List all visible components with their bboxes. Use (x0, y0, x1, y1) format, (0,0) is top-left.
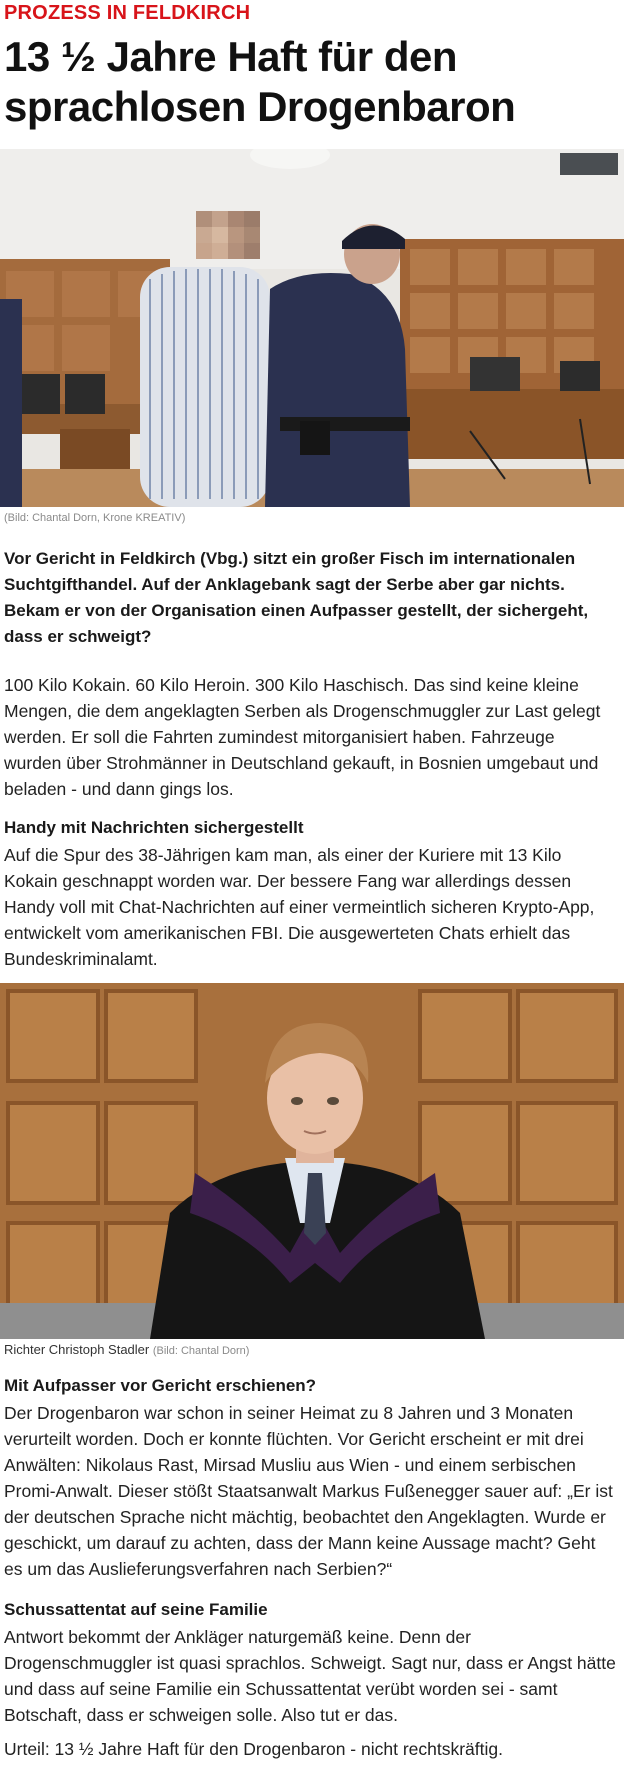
caption-credit: (Bild: Chantal Dorn) (152, 1345, 250, 1357)
subheading-3: Schussattentat auf seine Familie (4, 1600, 268, 1619)
caption-text: Richter Christoph Stadler (4, 1342, 150, 1357)
courtroom-illustration (0, 149, 624, 507)
headline: 13 ½ Jahre Haft für den sprachlosen Drogenbaron (4, 33, 516, 130)
image-caption (4, 1342, 249, 1357)
paragraph-3: Der Drogenbaron war schon in seiner Heimat zu 8 Jahren und 3 Monaten verurteilt worden. Doch er konnte flüchten. Vor Gericht erscheint er mit drei Anwälten: Nikolaus Rast, Mirsad Musliu aus Wien - und einem serbischen Promi-Anwalt. Dieser stößt Staatsanwalt Markus Fußenegger sauer auf: „Er ist der deutschen Sprache nicht mächtig, beobachtet den Angeklagten. Wurde er geschickt, um darauf zu achten, dass der Mann keine Aussage macht? Geht es um das Auslieferungsverfahren nach Serbien?“ (4, 1403, 613, 1579)
kicker: PROZESS IN FELDKIRCH (4, 2, 251, 24)
paragraph-1: 100 Kilo Kokain. 60 Kilo Heroin. 300 Kilo Haschisch. Das sind keine kleine Mengen, die dem angeklagten Serben als Drogenschmuggler zur Last gelegt werden. Er soll die Fahrten zumindest mitorganisiert haben. Fahrzeuge wurden über Strohmänner in Deutschland gekauft, in Bosnien umgebaut und beladen - und dann gings los. (4, 675, 601, 799)
subheading-1: Handy mit Nachrichten sichergestellt (4, 818, 304, 837)
paragraph-4: Antwort bekommt der Ankläger naturgemäß keine. Denn der Drogenschmuggler ist quasi sprachlos. Schweigt. Sagt nur, dass er Angst hätte und dass auf seine Familie ein Schussattentat verübt worden sei - samt Botschaft, dass er schweigen solle. Also tut er das. (4, 1627, 616, 1725)
lead-paragraph: Vor Gericht in Feldkirch (Vbg.) sitzt ein großer Fisch im internationalen Suchtgifthandel. Auf der Anklagebank sagt der Serbe aber gar nichts. Bekam er von der Organisation einen Aufpasser gestellt, der sichergeht, dass er schweigt? (4, 549, 589, 646)
courtroom-photo[interactable] (0, 149, 624, 507)
judge-photo[interactable] (0, 983, 624, 1339)
image-credit: (Bild: Chantal Dorn, Krone KREATIV) (4, 512, 186, 524)
subheading-2: Mit Aufpasser vor Gericht erschienen? (4, 1376, 317, 1395)
judge-illustration (0, 983, 624, 1339)
paragraph-5: Urteil: 13 ½ Jahre Haft für den Drogenbaron - nicht rechtskräftig. (4, 1739, 503, 1759)
paragraph-2: Auf die Spur des 38-Jährigen kam man, als einer der Kuriere mit 13 Kilo Kokain geschnappt worden war. Der bessere Fang war allerdings dessen Handy voll mit Chat-Nachrichten auf einer vermeintlich sicheren Krypto-App, entwickelt vom amerikanischen FBI. Die ausgewerteten Chats erhielt das Bundeskriminalamt. (4, 845, 595, 969)
